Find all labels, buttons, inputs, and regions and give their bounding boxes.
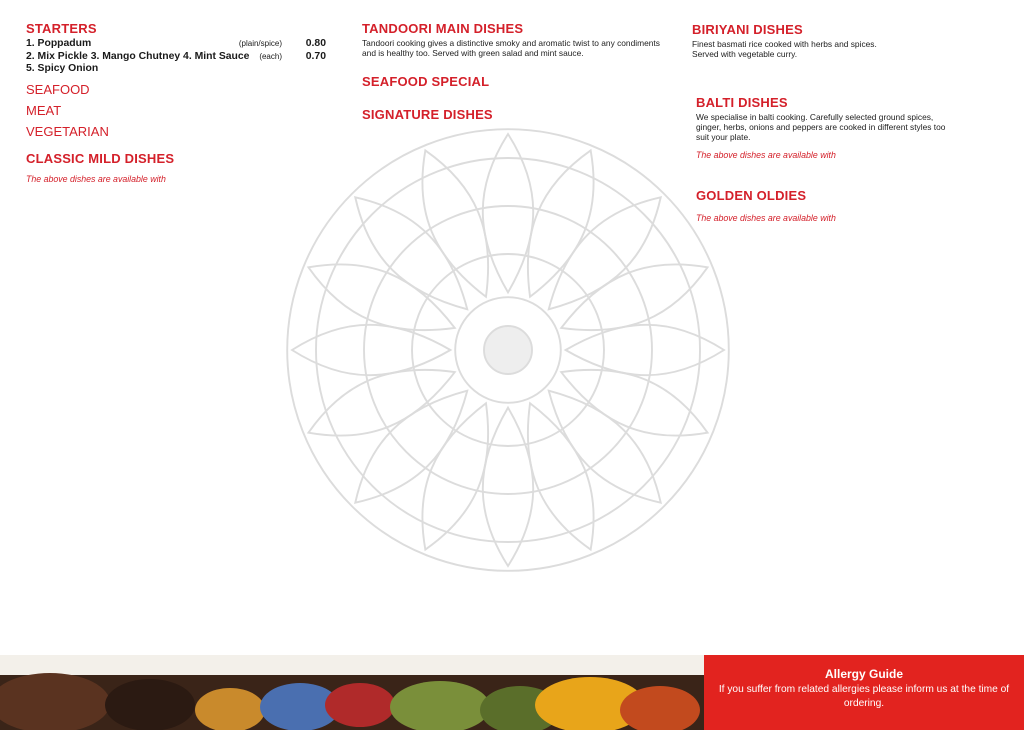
tandoori-intro: Tandoori cooking gives a distinctive smoky and aromatic twist to any condiments and is healthy too. Served with green salad and mint sauce.: [362, 38, 660, 58]
balti-heading: BALTI DISHES: [696, 95, 788, 110]
mandala-background: [268, 95, 748, 605]
item-name-text: 2. Mix Pickle 3. Mango Chutney 4. Mint Sauce: [26, 50, 250, 62]
biriyani-intro: Finest basmati rice cooked with herbs and spices. Served with vegetable curry.: [692, 39, 877, 59]
item-price: 0.80: [305, 38, 326, 49]
classic-heading: CLASSIC MILD DISHES: [26, 151, 175, 167]
menu-item: [26, 51, 326, 64]
allergy-message: If you suffer from related allergies please inform us at the time of ordering.: [718, 684, 1010, 709]
allergy-guide-box: [704, 655, 1024, 730]
menu-item: [26, 38, 326, 51]
tandoori-heading: TANDOORI MAIN DISHES: [362, 21, 524, 36]
allergy-title: Allergy Guide: [824, 667, 904, 681]
item-name: [26, 63, 326, 76]
balti-availability-note: The above dishes are available with: [696, 150, 836, 160]
column-right: [692, 22, 992, 231]
golden-heading: GOLDEN OLDIES: [696, 188, 807, 203]
starters-heading: STARTERS: [26, 21, 97, 36]
golden-availability-note: The above dishes are available with: [696, 213, 836, 223]
column-middle: [362, 21, 662, 132]
item-name-text: 1. Poppadum: [26, 38, 92, 49]
menu-item: [26, 63, 326, 76]
item-note: (plain/spice): [238, 39, 282, 48]
signature-heading: SIGNATURE DISHES: [362, 107, 493, 122]
item-name: [26, 51, 259, 64]
starters-list: [26, 38, 326, 76]
seafood-special-heading: SEAFOOD SPECIAL: [362, 74, 490, 89]
mandala-petal: [531, 179, 679, 327]
meat-heading: MEAT: [26, 103, 62, 119]
mandala-petal: [337, 179, 485, 327]
classic-availability-note: The above dishes are available with: [26, 174, 166, 185]
biriyani-heading: BIRIYANI DISHES: [692, 22, 803, 37]
column-left: [26, 21, 326, 188]
mandala-petal: [337, 373, 485, 521]
vegetarian-heading: VEGETARIAN: [26, 124, 109, 140]
balti-intro: We specialise in balti cooking. Carefully selected ground spices, ginger, herbs, onions and peppers are cooked in different styles too suit your plate.: [696, 112, 946, 142]
mandala-petal: [531, 373, 679, 521]
item-name: [26, 38, 239, 51]
item-name-text: 5. Spicy Onion: [26, 63, 99, 75]
item-price: 0.70: [305, 50, 326, 62]
item-note: (each): [259, 51, 282, 61]
seafood-heading: SEAFOOD: [26, 82, 90, 98]
footer-spices-banner: [0, 655, 1024, 730]
